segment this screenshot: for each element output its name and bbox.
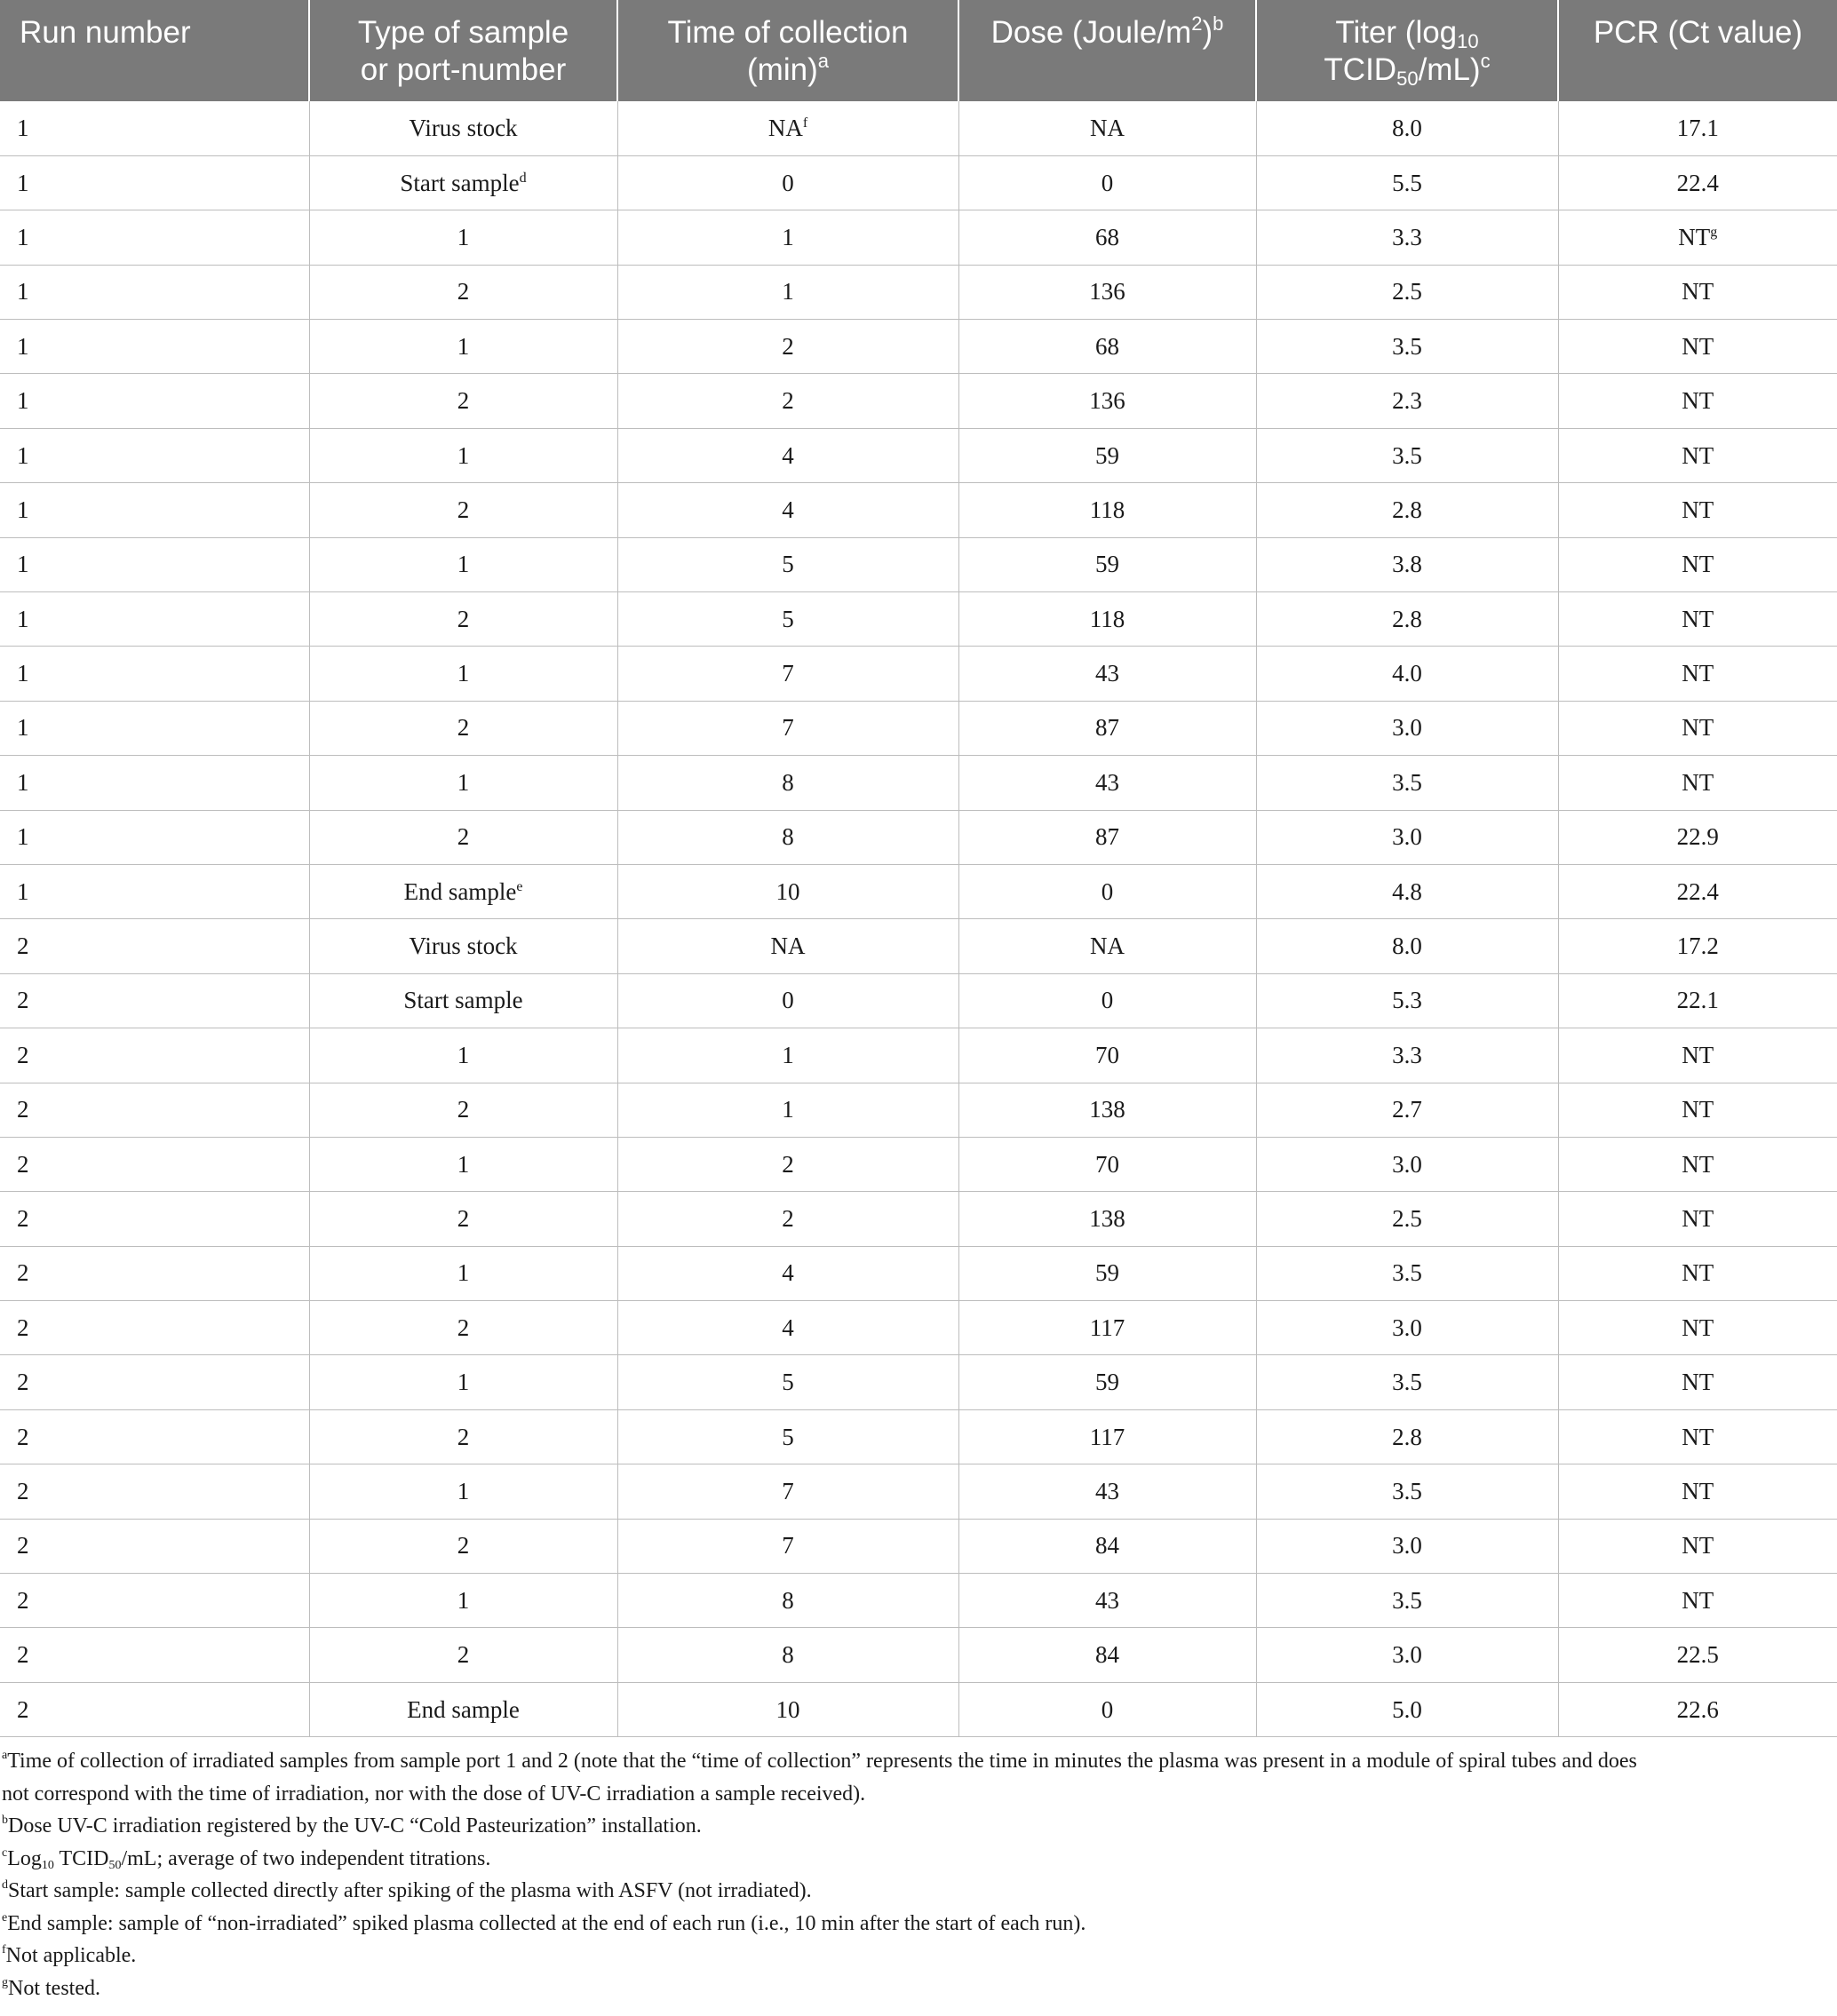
cell-sample-type: 2: [309, 1083, 617, 1137]
table-row: [0, 919, 1837, 973]
cell-pcr: NT: [1558, 320, 1837, 374]
cell-run-number: 1: [0, 592, 309, 647]
header-row: [0, 0, 1837, 101]
cell-time: 0: [617, 155, 958, 210]
cell-pcr: NT: [1558, 537, 1837, 591]
cell-run-number: 2: [0, 1192, 309, 1246]
table-row: [0, 537, 1837, 591]
table-row: [0, 374, 1837, 428]
cell-titer: 2.8: [1256, 592, 1558, 647]
cell-pcr: 22.5: [1558, 1628, 1837, 1682]
cell-run-number: 2: [0, 1682, 309, 1736]
cell-time: NA: [617, 919, 958, 973]
cell-titer: 5.0: [1256, 1682, 1558, 1736]
cell-titer: 8.0: [1256, 101, 1558, 155]
cell-time: 2: [617, 1137, 958, 1191]
cell-dose: 68: [958, 210, 1256, 265]
cell-dose: 136: [958, 374, 1256, 428]
cell-sample-type: 1: [309, 320, 617, 374]
cell-run-number: 1: [0, 701, 309, 755]
cell-titer: 5.3: [1256, 973, 1558, 1028]
footnote-a: $^a$Time of collection of irradiated samples from sample port 1 and 2 (note that the “time of collection” represents the time in minutes the plasma was present in a module of spiral tubes and does: [2, 1749, 1637, 1774]
cell-sample-type: 2: [309, 810, 617, 864]
cell-pcr: NT: [1558, 1464, 1837, 1519]
cell-run-number: 1: [0, 810, 309, 864]
cell-pcr: NT: [1558, 1083, 1837, 1137]
cell-run-number: 2: [0, 1355, 309, 1409]
cell-pcr: NT: [1558, 1192, 1837, 1246]
cell-dose: 0: [958, 864, 1256, 918]
cell-pcr: NT: [1558, 1574, 1837, 1628]
header-dose: Dose $(Joule/m^2)^b$: [958, 0, 1256, 101]
cell-sample-type: 1: [309, 1028, 617, 1083]
cell-titer: 3.5: [1256, 1246, 1558, 1300]
table-row: [0, 1464, 1837, 1519]
cell-dose: 68: [958, 320, 1256, 374]
cell-dose: 43: [958, 1464, 1256, 1519]
cell-time: 4: [617, 428, 958, 482]
cell-dose: 59: [958, 1355, 1256, 1409]
cell-dose: 117: [958, 1301, 1256, 1355]
cell-titer: 3.0: [1256, 1137, 1558, 1191]
cell-run-number: 1: [0, 155, 309, 210]
header-pcr: PCR (Ct value): [1558, 0, 1837, 101]
cell-titer: 3.5: [1256, 428, 1558, 482]
cell-pcr: 22.4: [1558, 864, 1837, 918]
cell-run-number: 1: [0, 428, 309, 482]
cell-pcr: 22.9: [1558, 810, 1837, 864]
cell-dose: 59: [958, 537, 1256, 591]
cell-pcr: NT: [1558, 1409, 1837, 1464]
cell-titer: 2.3: [1256, 374, 1558, 428]
cell-sample-type: Start sample$^d$: [309, 155, 617, 210]
table-row: [0, 1409, 1837, 1464]
cell-run-number: 1: [0, 537, 309, 591]
table-row: [0, 592, 1837, 647]
cell-time: 7: [617, 1464, 958, 1519]
table-row: [0, 647, 1837, 701]
cell-time: 5: [617, 1355, 958, 1409]
cell-titer: 3.0: [1256, 1301, 1558, 1355]
table-row: [0, 1574, 1837, 1628]
cell-pcr: NT: [1558, 1519, 1837, 1573]
cell-run-number: 2: [0, 1137, 309, 1191]
table-row: [0, 1301, 1837, 1355]
cell-run-number: 1: [0, 647, 309, 701]
footnote-f: $^f$Not applicable.: [2, 1943, 137, 1968]
cell-dose: NA: [958, 919, 1256, 973]
table-row: [0, 810, 1837, 864]
cell-sample-type: Virus stock: [309, 101, 617, 155]
cell-titer: 3.3: [1256, 210, 1558, 265]
cell-dose: 138: [958, 1192, 1256, 1246]
cell-dose: 87: [958, 810, 1256, 864]
cell-sample-type: 1: [309, 1464, 617, 1519]
cell-dose: 118: [958, 483, 1256, 537]
cell-pcr: NT: [1558, 1028, 1837, 1083]
cell-dose: 87: [958, 701, 1256, 755]
cell-time: $NA^f$: [617, 101, 958, 155]
cell-dose: 84: [958, 1628, 1256, 1682]
cell-sample-type: 1: [309, 1574, 617, 1628]
table-row: [0, 265, 1837, 319]
cell-titer: 3.8: [1256, 537, 1558, 591]
cell-run-number: 2: [0, 1464, 309, 1519]
cell-run-number: 1: [0, 864, 309, 918]
cell-sample-type: 2: [309, 1628, 617, 1682]
cell-sample-type: Start sample: [309, 973, 617, 1028]
cell-sample-type: 2: [309, 374, 617, 428]
cell-pcr: $NT^g$: [1558, 210, 1837, 265]
footnote-mark: g: [1710, 224, 1718, 240]
footnote-mark: e: [516, 878, 523, 894]
cell-titer: 3.0: [1256, 1519, 1558, 1573]
footnote-mark: d: [519, 170, 527, 186]
cell-titer: 3.5: [1256, 1355, 1558, 1409]
cell-time: 7: [617, 701, 958, 755]
header-titer: Titer ($\log_{10}$ $TCID_{50}/mL)^c$: [1256, 0, 1558, 101]
footnote-b: $^b$Dose UV-C irradiation registered by the UV-C “Cold Pasteurization” installation.: [2, 1814, 702, 1838]
cell-dose: 43: [958, 1574, 1256, 1628]
cell-run-number: 2: [0, 1628, 309, 1682]
cell-sample-type: 2: [309, 1409, 617, 1464]
cell-dose: 0: [958, 155, 1256, 210]
cell-sample-type: 1: [309, 428, 617, 482]
cell-titer: 3.5: [1256, 756, 1558, 810]
header-run-number: Run number: [0, 0, 309, 101]
cell-pcr: NT: [1558, 374, 1837, 428]
cell-pcr: NT: [1558, 1355, 1837, 1409]
cell-sample-type: 1: [309, 1137, 617, 1191]
cell-run-number: 2: [0, 1301, 309, 1355]
footnote-e: $^e$End sample: sample of “non-irradiated” spiked plasma collected at the end of each run (i.e., 10 min after the start of each run).: [2, 1910, 1086, 1935]
header-time-of-collection: Time of collection $(\min)^a$: [617, 0, 958, 101]
cell-run-number: 2: [0, 1574, 309, 1628]
cell-titer: 3.5: [1256, 1464, 1558, 1519]
table-row: [0, 101, 1837, 155]
cell-time: 2: [617, 374, 958, 428]
cell-dose: 136: [958, 265, 1256, 319]
table-header: [0, 0, 1837, 101]
cell-titer: 2.8: [1256, 1409, 1558, 1464]
footnote-d: $^d$Start sample: sample collected directly after spiking of the plasma with ASFV (not irradiated).: [2, 1878, 812, 1903]
cell-run-number: 2: [0, 919, 309, 973]
table-row: [0, 756, 1837, 810]
cell-time: 2: [617, 1192, 958, 1246]
cell-run-number: 2: [0, 1028, 309, 1083]
cell-time: 4: [617, 483, 958, 537]
cell-sample-type: 1: [309, 210, 617, 265]
cell-time: 1: [617, 210, 958, 265]
cell-sample-type: Virus stock: [309, 919, 617, 973]
cell-dose: 43: [958, 756, 1256, 810]
cell-time: 7: [617, 1519, 958, 1573]
table-row: [0, 483, 1837, 537]
table-row: [0, 1355, 1837, 1409]
cell-dose: 70: [958, 1028, 1256, 1083]
cell-sample-type: 2: [309, 701, 617, 755]
footnotes: [0, 1737, 1837, 2004]
cell-sample-type: 1: [309, 1246, 617, 1300]
cell-time: 4: [617, 1246, 958, 1300]
cell-pcr: NT: [1558, 701, 1837, 755]
cell-run-number: 2: [0, 973, 309, 1028]
cell-titer: 3.5: [1256, 1574, 1558, 1628]
cell-time: 1: [617, 1083, 958, 1137]
table-row: [0, 864, 1837, 918]
footnote-a-continued: not correspond with the time of irradiation, nor with the dose of UV-C irradiation a sample received).: [2, 1782, 866, 1806]
cell-run-number: 2: [0, 1083, 309, 1137]
table-body: [0, 101, 1837, 1737]
cell-pcr: NT: [1558, 1246, 1837, 1300]
cell-sample-type: 2: [309, 1192, 617, 1246]
cell-time: 8: [617, 1574, 958, 1628]
cell-time: 8: [617, 1628, 958, 1682]
table-row: [0, 1628, 1837, 1682]
cell-time: 0: [617, 973, 958, 1028]
cell-sample-type: 1: [309, 756, 617, 810]
cell-titer: 8.0: [1256, 919, 1558, 973]
cell-sample-type: End sample$^e$: [309, 864, 617, 918]
footnote-g: $^g$Not tested.: [2, 1975, 100, 2000]
table-row: [0, 1246, 1837, 1300]
cell-titer: 4.0: [1256, 647, 1558, 701]
cell-run-number: 2: [0, 1409, 309, 1464]
cell-titer: 2.5: [1256, 1192, 1558, 1246]
cell-time: 10: [617, 864, 958, 918]
table-row: [0, 973, 1837, 1028]
cell-sample-type: 2: [309, 483, 617, 537]
cell-sample-type: 2: [309, 1301, 617, 1355]
cell-pcr: 17.1: [1676, 114, 1719, 141]
footnote-c: $^c$Log$_{10}$ $TCID_{50}/mL$; average of two independent titrations.: [2, 1845, 491, 1872]
cell-dose: 138: [958, 1083, 1256, 1137]
cell-sample-type: End sample: [309, 1682, 617, 1736]
cell-time: 7: [617, 647, 958, 701]
cell-dose: 70: [958, 1137, 1256, 1191]
table-row: [0, 1137, 1837, 1191]
cell-titer: 3.0: [1256, 810, 1558, 864]
cell-dose: 84: [958, 1519, 1256, 1573]
cell-pcr: NT: [1558, 756, 1837, 810]
cell-run-number: 1: [0, 483, 309, 537]
header-sample-type: Type of sample or port-number: [309, 0, 617, 101]
cell-pcr: NT: [1558, 647, 1837, 701]
cell-titer: 3.0: [1256, 701, 1558, 755]
cell-run-number: 2: [0, 1519, 309, 1573]
cell-sample-type: 2: [309, 265, 617, 319]
cell-titer: 2.8: [1256, 483, 1558, 537]
cell-dose: 59: [958, 428, 1256, 482]
table-row: [0, 1682, 1837, 1736]
cell-sample-type: 1: [309, 1355, 617, 1409]
cell-time: 8: [617, 756, 958, 810]
cell-time: 4: [617, 1301, 958, 1355]
footnote-mark: a: [817, 50, 829, 72]
cell-run-number: 1: [0, 101, 309, 155]
table-row: [0, 1192, 1837, 1246]
cell-run-number: 1: [0, 210, 309, 265]
cell-titer: 3.5: [1256, 320, 1558, 374]
cell-time: 5: [617, 537, 958, 591]
table-row: [0, 1083, 1837, 1137]
cell-run-number: 2: [0, 1246, 309, 1300]
footnote-mark: f: [802, 115, 808, 131]
cell-sample-type: 2: [309, 1519, 617, 1573]
cell-time: 2: [617, 320, 958, 374]
table-row: [0, 1519, 1837, 1573]
table-row: [0, 155, 1837, 210]
cell-run-number: 1: [0, 756, 309, 810]
cell-dose: 118: [958, 592, 1256, 647]
cell-pcr: NT: [1558, 1301, 1837, 1355]
cell-titer: 4.8: [1256, 864, 1558, 918]
cell-titer: 5.5: [1256, 155, 1558, 210]
cell-dose: 117: [958, 1409, 1256, 1464]
cell-time: 1: [617, 265, 958, 319]
cell-pcr: 22.6: [1558, 1682, 1837, 1736]
cell-time: 5: [617, 592, 958, 647]
cell-dose: 43: [958, 647, 1256, 701]
cell-sample-type: 1: [309, 537, 617, 591]
table-row: [0, 428, 1837, 482]
cell-time: 8: [617, 810, 958, 864]
table-row: [0, 210, 1837, 265]
cell-pcr: NT: [1558, 428, 1837, 482]
table-row: [0, 701, 1837, 755]
footnote-mark: c: [1480, 50, 1491, 72]
cell-sample-type: 2: [309, 592, 617, 647]
cell-pcr: NT: [1558, 483, 1837, 537]
cell-pcr: NT: [1558, 265, 1837, 319]
cell-titer: 2.7: [1256, 1083, 1558, 1137]
cell-dose: 0: [958, 1682, 1256, 1736]
cell-run-number: 1: [0, 374, 309, 428]
cell-pcr: 22.4: [1558, 155, 1837, 210]
cell-time: 5: [617, 1409, 958, 1464]
cell-run-number: 1: [0, 265, 309, 319]
cell-titer: 3.0: [1256, 1628, 1558, 1682]
cell-pcr: NT: [1558, 592, 1837, 647]
table-row: [0, 1028, 1837, 1083]
cell-pcr: NT: [1558, 1137, 1837, 1191]
cell-dose: 0: [958, 973, 1256, 1028]
cell-titer: 3.3: [1256, 1028, 1558, 1083]
cell-dose: NA: [958, 101, 1256, 155]
cell-run-number: 1: [0, 320, 309, 374]
cell-titer: 2.5: [1256, 265, 1558, 319]
table-row: [0, 320, 1837, 374]
cell-time: 1: [617, 1028, 958, 1083]
cell-dose: 59: [958, 1246, 1256, 1300]
cell-sample-type: 1: [309, 647, 617, 701]
cell-pcr: 22.1: [1558, 973, 1837, 1028]
cell-time: 10: [617, 1682, 958, 1736]
footnote-mark: b: [1213, 12, 1224, 35]
cell-pcr: 17.2: [1558, 919, 1837, 973]
